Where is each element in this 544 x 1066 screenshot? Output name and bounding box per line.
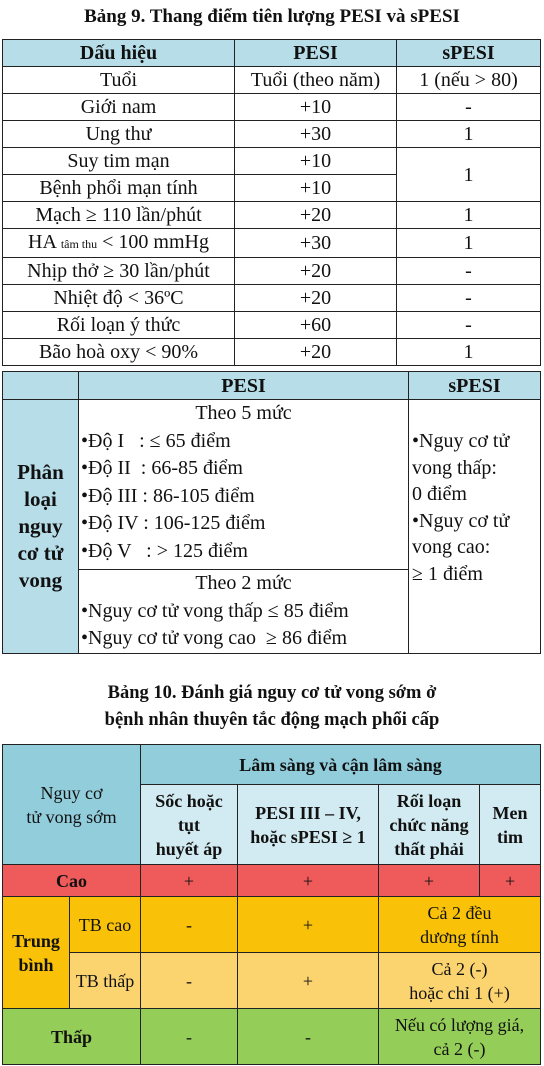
cell-five-levels: Theo 5 mức •Độ I : ≤ 65 điểm •Độ II : 66-85 điểm •Độ III : 86-105 điểm •Độ IV : 106-125 điểm •Độ V : > 125 điểm — [79, 400, 409, 570]
row-high-risk — [3, 865, 541, 897]
cell-c3: + — [379, 865, 480, 897]
cell-c2: - — [238, 1009, 379, 1065]
cell-c34: Cả 2 đều dương tính — [379, 897, 541, 953]
cell-pesi: +20 — [235, 285, 397, 312]
table-row — [3, 285, 541, 312]
cell-sign: Bão hoà oxy < 90% — [3, 339, 235, 366]
row-mid-high — [3, 897, 541, 953]
header-risk: Nguy cơ tử vong sớm — [3, 745, 141, 865]
cell-pesi: +10 — [235, 148, 397, 175]
cell-spesi-merged: 1 — [397, 148, 541, 202]
table-pesi-spesi — [2, 39, 541, 366]
table-row — [3, 148, 541, 175]
label-mid-low: TB thấp — [70, 953, 141, 1009]
header-troponin: Men tim — [480, 785, 541, 865]
table-row — [3, 94, 541, 121]
label-intermediate: Trung bình — [3, 897, 70, 1009]
table10-caption: Bảng 10. Đánh giá nguy cơ tử vong sớm ở bệnh nhân thuyên tắc động mạch phổi cấp — [104, 683, 440, 730]
cell-spesi: - — [397, 285, 541, 312]
cell-two-levels: Theo 2 mức •Nguy cơ tử vong thấp ≤ 85 điểm •Nguy cơ tử vong cao ≥ 86 điểm — [79, 570, 409, 654]
header-spesi: sPESI — [409, 372, 541, 400]
cell-sign: Suy tim mạn — [3, 148, 235, 175]
cell-pesi: +20 — [235, 339, 397, 366]
cell-c34: Nếu có lượng giá, cả 2 (-) — [379, 1009, 541, 1065]
cell-sign-ha: HA tâm thu < 100 mmHg — [3, 229, 235, 258]
header-pesi: PESI — [79, 372, 409, 400]
cell-sign: Nhịp thở ≥ 30 lần/phút — [3, 258, 235, 285]
table-row — [3, 202, 541, 229]
header-spesi: sPESI — [397, 40, 541, 67]
cell-sign: Ung thư — [3, 121, 235, 148]
cell-spesi: 1 — [397, 229, 541, 258]
cell-pesi: +10 — [235, 175, 397, 202]
cell-c1: - — [141, 1009, 238, 1065]
cell-c2: + — [238, 897, 379, 953]
cell-spesi: 1 — [397, 121, 541, 148]
header-rv-dysfunction: Rối loạn chức năng thất phải — [379, 785, 480, 865]
cell-pesi: +30 — [235, 229, 397, 258]
cell-spesi: - — [397, 258, 541, 285]
table-row — [3, 121, 541, 148]
cell-c1: - — [141, 897, 238, 953]
table-row — [3, 258, 541, 285]
table9-caption: Bảng 9. Thang điểm tiên lượng PESI và sPESI — [84, 6, 460, 27]
cell-sign: Mạch ≥ 110 lần/phút — [3, 202, 235, 229]
cell-spesi: 1 (nếu > 80) — [397, 67, 541, 94]
row-label-risk: Phân loại nguy cơ tử vong — [3, 400, 79, 654]
cell-sign: Bệnh phổi mạn tính — [3, 175, 235, 202]
cell-spesi: - — [397, 94, 541, 121]
label-low: Thấp — [3, 1009, 141, 1065]
table-row — [3, 67, 541, 94]
cell-c2: + — [238, 865, 379, 897]
table-row — [3, 312, 541, 339]
header-dau-hieu: Dấu hiệu — [3, 40, 235, 67]
table-row — [3, 229, 541, 258]
cell-sign: Nhiệt độ < 36ºC — [3, 285, 235, 312]
cell-c34: Cả 2 (-) hoặc chỉ 1 (+) — [379, 953, 541, 1009]
header-pesi-class: PESI III – IV, hoặc sPESI ≥ 1 — [238, 785, 379, 865]
header-blank — [3, 372, 79, 400]
cell-sign: Tuổi — [3, 67, 235, 94]
cell-spesi-risk: •Nguy cơ tử vong thấp: 0 điểm •Nguy cơ tử vong cao: ≥ 1 điểm — [409, 400, 541, 654]
cell-pesi: +20 — [235, 258, 397, 285]
cell-spesi: - — [397, 312, 541, 339]
header-pesi: PESI — [235, 40, 397, 67]
cell-pesi: +60 — [235, 312, 397, 339]
cell-spesi: 1 — [397, 339, 541, 366]
cell-sign: Giới nam — [3, 94, 235, 121]
header-shock: Sốc hoặc tụt huyết áp — [141, 785, 238, 865]
cell-pesi: Tuổi (theo năm) — [235, 67, 397, 94]
cell-c2: + — [238, 953, 379, 1009]
table-risk-classification — [2, 371, 541, 654]
cell-spesi: 1 — [397, 202, 541, 229]
table-early-mortality — [2, 744, 541, 1065]
cell-sign: Rối loạn ý thức — [3, 312, 235, 339]
cell-c1: - — [141, 953, 238, 1009]
row-mid-low — [3, 953, 541, 1009]
cell-pesi: +30 — [235, 121, 397, 148]
label-mid-high: TB cao — [70, 897, 141, 953]
cell-c1: + — [141, 865, 238, 897]
row-low-risk — [3, 1009, 541, 1065]
cell-pesi: +20 — [235, 202, 397, 229]
cell-c4: + — [480, 865, 541, 897]
label-high: Cao — [3, 865, 141, 897]
table-row — [3, 339, 541, 366]
header-clinical: Lâm sàng và cận lâm sàng — [141, 745, 541, 785]
cell-pesi: +10 — [235, 94, 397, 121]
